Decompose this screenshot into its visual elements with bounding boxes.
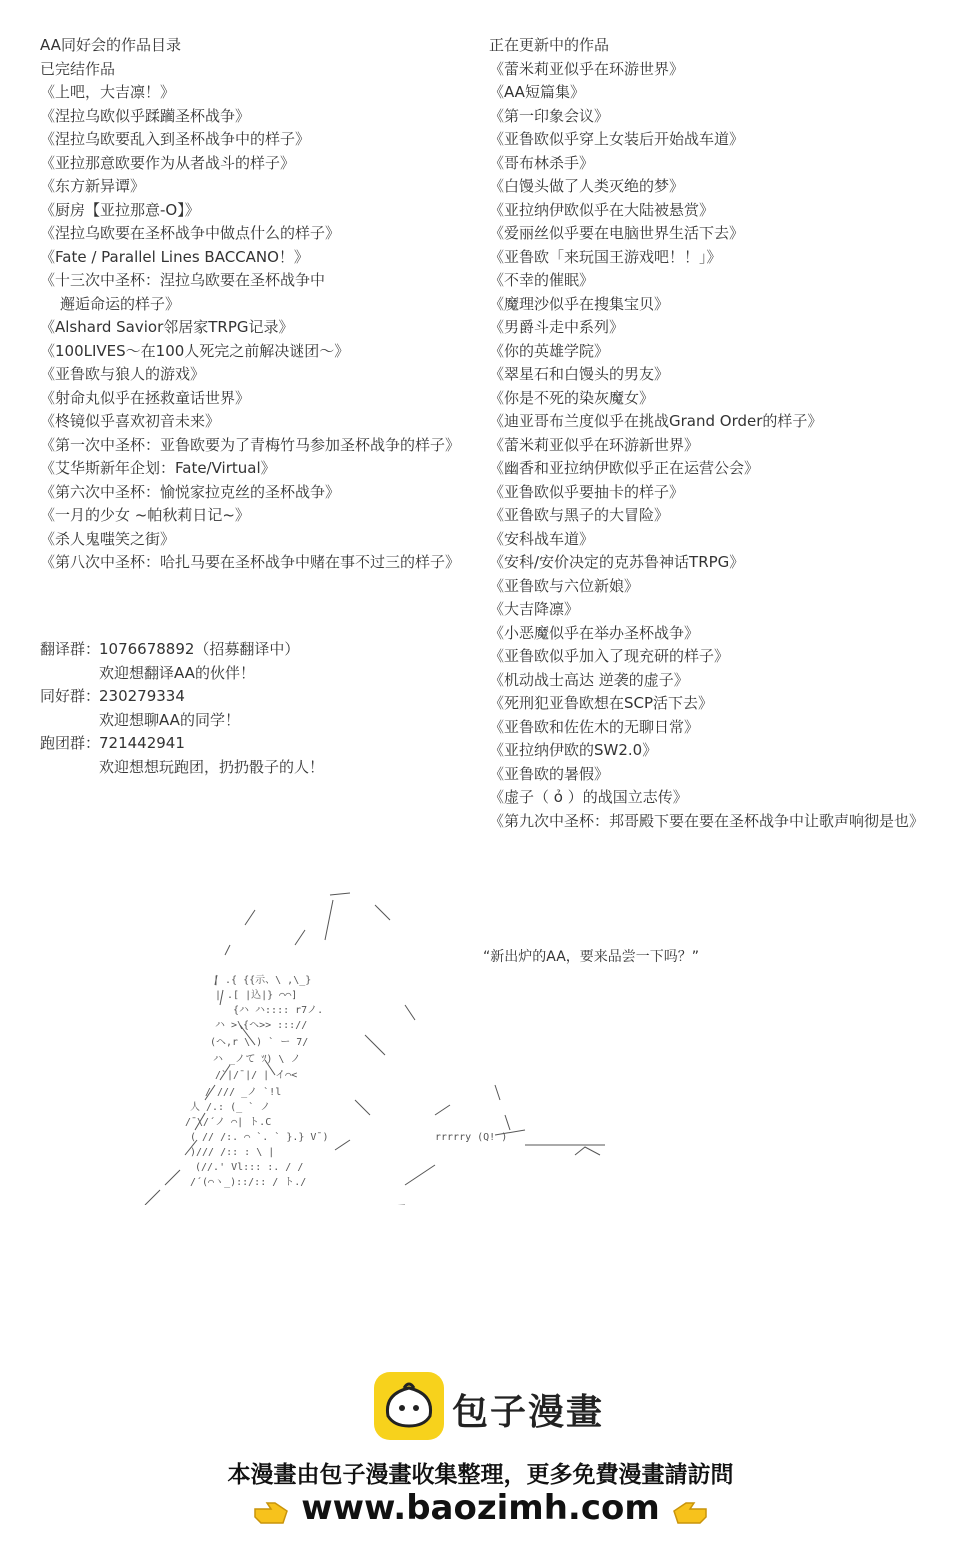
work-title: 《迪亚哥布兰度似乎在挑战Grand Order的样子》: [489, 412, 823, 430]
ascii-art-illustration: [105, 885, 625, 1205]
work-title: 《Alshard Savior邻居家TRPG记录》: [40, 318, 294, 336]
work-title: 《白馒头做了人类灭绝的梦》: [489, 177, 685, 195]
work-title: 《蕾米莉亚似乎在环游世界》: [489, 59, 685, 78]
work-title: 《亚鲁欧似乎穿上女装后开始战车道》: [489, 130, 745, 148]
completed-works-list: [40, 34, 460, 575]
work-title: 《第六次中圣杯：愉悦家拉克丝的圣杯战争》: [40, 482, 341, 501]
work-title: 《第九次中圣杯：邦哥殿下要在要在圣杯战争中让歌声响彻是也》: [489, 811, 925, 830]
work-title: 《涅拉乌欧要乱入到圣杯战争中的样子》: [40, 130, 311, 148]
work-title: 《柊镜似乎喜欢初音未来》: [40, 412, 221, 430]
svg-text:| .{ {{示、\ ,\_}: | .{ {{示、\ ,\_}: [213, 975, 312, 986]
work-title: 《亚鲁欧「来玩国王游戏吧！！」》: [489, 247, 722, 266]
footer-notice: 本漫畫由包子漫畫收集整理，更多免費漫畫請訪問: [227, 1462, 734, 1488]
work-title: 《第一次中圣杯：亚鲁欧要为了青梅竹马参加圣杯战争的样子》: [40, 435, 461, 454]
svg-text:/¯\/´ノ ⌒| ト.C: /¯\/´ノ ⌒| ト.C: [185, 1117, 272, 1128]
ongoing-works-list: [489, 34, 924, 833]
work-title: 《亚拉纳伊欧的SW2.0》: [489, 741, 658, 759]
work-title: 《亚鲁欧与六位新娘》: [489, 576, 640, 595]
svg-text:/´(⌒ヽ_)::/:: / ト./: /´(⌒ヽ_)::/:: / ト./: [190, 1177, 307, 1188]
svg-text:/ /// _ノ `!l: / /// _ノ `!l: [205, 1087, 282, 1098]
work-title: 《涅拉乌欧要在圣杯战争中做点什么的样子》: [40, 224, 341, 242]
work-title: 《亚鲁欧与狼人的游戏》: [40, 365, 206, 383]
work-title: 邂逅命运的样子》: [60, 294, 181, 313]
svg-text:(//.' Vl::: :. / /: (//.' Vl::: :. / /: [195, 1162, 304, 1173]
work-title: 《安科战车道》: [489, 529, 595, 548]
work-title: 《不幸的催眠》: [489, 271, 595, 289]
work-title: 《厨房【亚拉那意-O】》: [40, 200, 200, 219]
work-title: 《涅拉乌欧似乎蹂躏圣杯战争》: [40, 106, 251, 125]
svg-text:人 /.: (_ ` ノ: 人 /.: (_ ` ノ: [190, 1102, 271, 1113]
work-title: 《十三次中圣杯：涅拉乌欧要在圣杯战争中: [40, 271, 326, 289]
svg-text:ハ _ノて ﾂ) \ ノ: ハ _ノて ﾂ) \ ノ: [213, 1054, 301, 1065]
work-title: 《一月的少女 ~帕秋莉日记~》: [40, 506, 250, 524]
svg-text:( // /:. ⌒ `. ` }.} V¯): ( // /:. ⌒ `. ` }.} V¯): [190, 1132, 329, 1143]
work-title: 《你是不死的染灰魔女》: [489, 388, 655, 407]
svg-text:| .[ |込|} ⌒⌒]: | .[ |込|} ⌒⌒]: [215, 990, 298, 1001]
svg-text:rrrrry (Q! ): rrrrry (Q! ): [435, 1132, 508, 1143]
work-title: 《男爵斗走中系列》: [489, 318, 625, 336]
work-title: 《翠星石和白馒头的男友》: [489, 365, 670, 383]
work-title: 《杀人鬼嗤笑之街》: [40, 529, 176, 548]
work-title: 《100LIVES～在100人死完之前解决谜团～》: [40, 341, 350, 360]
work-title: 《亚拉纳伊欧似乎在大陆被悬赏》: [489, 200, 715, 219]
work-title: 《大吉降凛》: [489, 600, 580, 618]
work-title: 《小恶魔似乎在举办圣杯战争》: [489, 623, 700, 642]
work-title: 《爱丽丝似乎要在电脑世界生活下去》: [489, 224, 745, 242]
svg-text:(ヘ,r \ ) ` ー 7/: (ヘ,r \ ) ` ー 7/: [210, 1037, 309, 1048]
work-title: 《AA短篇集》: [489, 83, 585, 101]
work-title: 《魔理沙似乎在搜集宝贝》: [489, 294, 670, 313]
work-title: 《亚鲁欧似乎加入了现充研的样子》: [489, 647, 730, 665]
work-title: 《虚子（ ỏ ）的战国立志传》: [489, 788, 688, 806]
footer-url-row: [0, 1488, 961, 1528]
site-url-link[interactable]: www.baozimh.com: [301, 1488, 660, 1528]
pointing-right-hand-icon: [253, 1496, 289, 1524]
work-title: 《安科/安价决定的克苏鲁神话TRPG》: [489, 553, 745, 571]
work-title: 《射命丸似乎在拯救童话世界》: [40, 388, 251, 407]
work-title: 《亚鲁欧似乎要抽卡的样子》: [489, 482, 685, 501]
svg-text:)/// /:: : \ |: )/// /:: : \ |: [190, 1147, 275, 1158]
work-title: 《死刑犯亚鲁欧想在SCP活下去》: [489, 694, 714, 712]
contact-note: 欢迎想翻译AA的伙伴！: [99, 663, 255, 682]
svg-text:{ハ ハ:::: r7ノ.: {ハ ハ:::: r7ノ.: [233, 1005, 324, 1016]
work-title: 已完结作品: [40, 59, 116, 78]
work-title: 《你的英雄学院》: [489, 341, 610, 360]
work-title: 《哥布林杀手》: [489, 153, 595, 172]
contact-note: 欢迎想聊AA的同学！: [99, 710, 240, 729]
contact-value: 1076678892（招募翻译中）: [99, 640, 300, 658]
work-title: 《东方新异谭》: [40, 177, 146, 195]
pointing-left-hand-icon: [672, 1496, 708, 1524]
svg-text:ハ >\{ヘ>> ::://: ハ >\{ヘ>> ::://: [215, 1020, 308, 1031]
section-heading: 正在更新中的作品: [489, 36, 610, 54]
work-title: 《第八次中圣杯：哈扎马要在圣杯战争中赌在事不过三的样子》: [40, 553, 461, 571]
contact-note: 欢迎想想玩跑团，扔扔骰子的人！: [99, 757, 325, 776]
footer-banner: [0, 1350, 961, 1549]
work-title: 《幽香和亚拉纳伊欧似乎正在运营公会》: [489, 459, 760, 477]
work-title: 《上吧，大吉凛！》: [40, 83, 176, 101]
logo-text: 包子漫畫: [452, 1392, 605, 1433]
contact-value: 721442941: [99, 734, 185, 752]
work-title: 《亚鲁欧和佐佐木的无聊日常》: [489, 717, 700, 736]
work-title: 《第一印象会议》: [489, 106, 610, 125]
speech-quote: “新出炉的AA，要来品尝一下吗？”: [483, 949, 700, 965]
section-heading: AA同好会的作品目录: [40, 36, 181, 54]
work-title: 《艾华斯新年企划：Fate/Virtual》: [40, 459, 276, 477]
work-title: 《机动战士高达 逆袭的虚子》: [489, 670, 689, 689]
work-title: 《Fate / Parallel Lines BACCANO！》: [40, 247, 309, 266]
contact-value: 230279334: [99, 687, 185, 705]
bun-logo-icon: [374, 1372, 444, 1440]
svg-text:/`|/¯|/ | イ⌒<: /`|/¯|/ | イ⌒<: [215, 1070, 298, 1081]
work-title: 《亚鲁欧的暑假》: [489, 764, 610, 783]
work-title: 《亚鲁欧与黑子的大冒险》: [489, 506, 670, 524]
work-title: 《蕾米莉亚似乎在环游新世界》: [489, 435, 700, 454]
contact-label: 翻译群：: [40, 640, 101, 658]
contact-label: 跑团群：: [40, 734, 101, 752]
contact-label: 同好群：: [40, 687, 101, 705]
work-title: 《亚拉那意欧要作为从者战斗的样子》: [40, 153, 296, 172]
